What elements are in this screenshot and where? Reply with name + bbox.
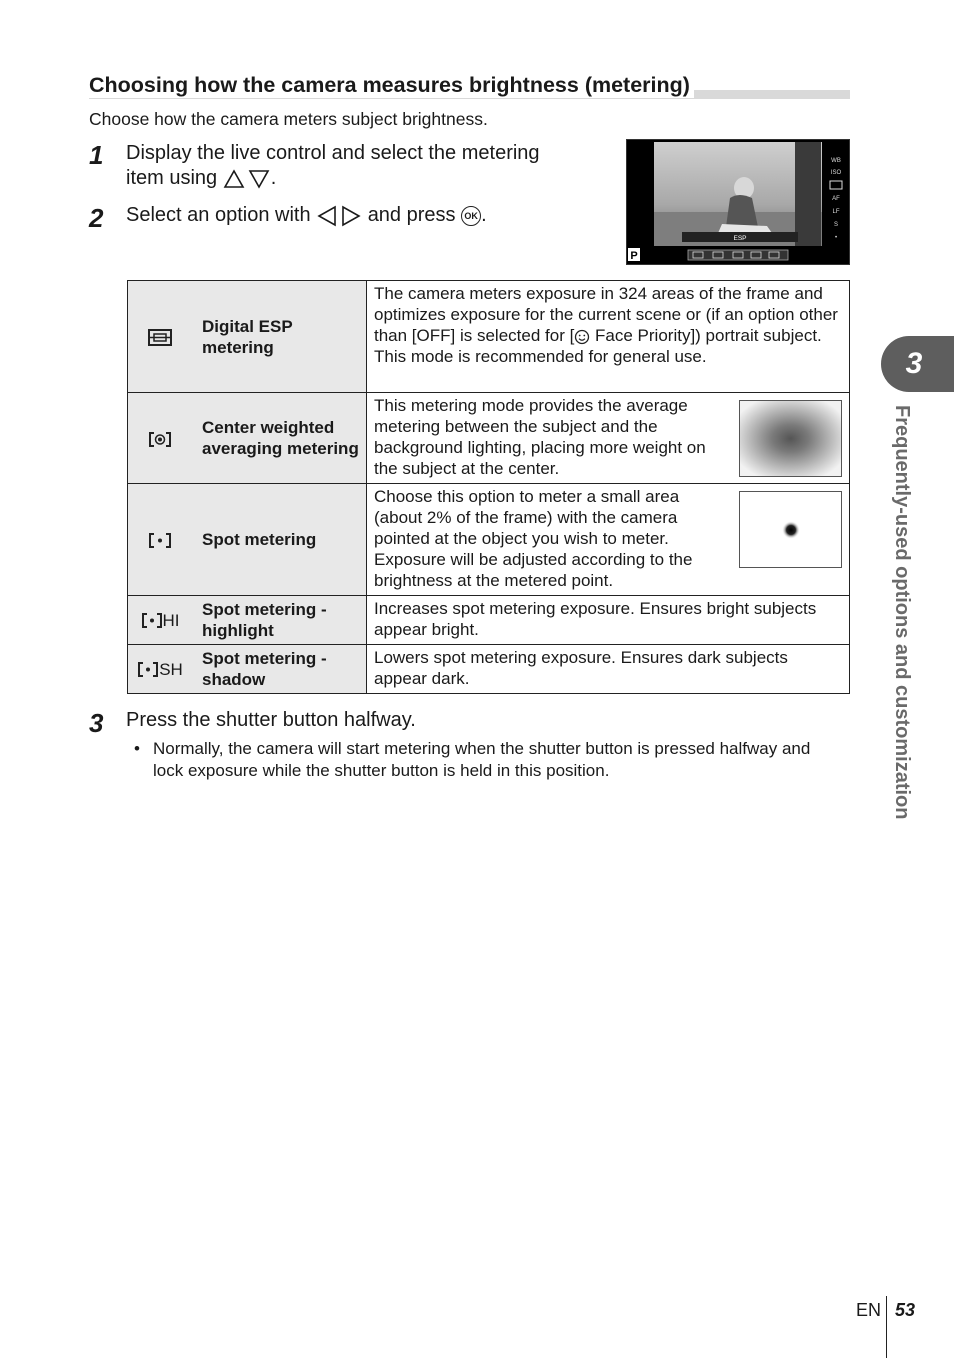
option-name: Center weighted averaging metering bbox=[192, 393, 367, 484]
note-text: Normally, the camera will start metering when the shutter button is pressed halfway and lock exposure while the shutter button is held in this position. bbox=[153, 739, 811, 780]
option-description: This metering mode provides the average metering between the subject and the background lighting, placing more weight on the subject at the center. bbox=[367, 393, 850, 484]
footer-divider bbox=[886, 1296, 887, 1358]
table-row bbox=[128, 596, 850, 645]
digital-esp-icon bbox=[128, 281, 193, 393]
svg-text:AF: AF bbox=[832, 196, 840, 202]
note-bullet: • Normally, the camera will start metering when the shutter button is pressed halfway and lock exposure while the shutter button is held in this position. bbox=[134, 738, 834, 782]
center-weighted-icon bbox=[128, 393, 193, 484]
step-1-text: Display the live control and select the metering item using . bbox=[126, 142, 540, 189]
table-row bbox=[128, 645, 850, 694]
camera-screen bbox=[626, 139, 850, 265]
chapter-number: 3 bbox=[905, 347, 923, 380]
option-name: Digital ESP metering bbox=[192, 281, 367, 393]
center-weighted-diagram bbox=[739, 400, 842, 477]
option-name: Spot metering bbox=[192, 484, 367, 596]
svg-text:WB: WB bbox=[831, 158, 841, 164]
up-down-arrows-icon bbox=[223, 168, 271, 190]
section-title: Choosing how the camera measures brightness (metering) bbox=[89, 73, 694, 98]
option-name: Spot metering - shadow bbox=[192, 645, 367, 694]
svg-text:S: S bbox=[833, 222, 839, 228]
mode-indicator: P bbox=[630, 250, 638, 262]
step-1-line2: item using bbox=[126, 167, 218, 189]
option-description: Lowers spot metering exposure. Ensures dark subjects appear dark. bbox=[367, 645, 850, 694]
option-description: Choose this option to meter a small area (about 2% of the frame) with the camera pointed at the object you wish to meter. Exposure will be adjusted according to the brightness at the metered point. bbox=[367, 484, 850, 596]
page-number: 53 bbox=[895, 1300, 916, 1320]
step-1-number: 1 bbox=[89, 140, 104, 170]
esp-label: ESP bbox=[733, 235, 747, 242]
option-description: Increases spot metering exposure. Ensures bright subjects appear bright. bbox=[367, 596, 850, 645]
face-icon bbox=[574, 329, 590, 345]
table-row bbox=[128, 393, 850, 484]
svg-text:LF: LF bbox=[832, 209, 840, 215]
table-row bbox=[128, 281, 850, 393]
spot-icon bbox=[128, 484, 193, 596]
spot-shadow-icon: SH bbox=[128, 645, 193, 694]
section-subtitle: Choose how the camera meters subject brightness. bbox=[89, 109, 488, 129]
step-2-number: 2 bbox=[89, 203, 104, 233]
step-2-text: Select an option with and press OK . bbox=[126, 204, 487, 226]
language-label: EN bbox=[856, 1300, 882, 1320]
option-description: The camera meters exposure in 324 areas of the frame and optimizes exposure for the current scene or (if an option other than [OFF] is selected for [ Face Priority]) portrait subject. This mode is recommended for general use. bbox=[367, 281, 850, 393]
step-3-text: Press the shutter button halfway. bbox=[126, 709, 416, 731]
left-right-arrows-icon bbox=[316, 205, 362, 227]
option-name: Spot metering - highlight bbox=[192, 596, 367, 645]
metering-options-table bbox=[127, 280, 850, 694]
step-1-line1: Display the live control and select the metering bbox=[126, 142, 540, 164]
camera-screen-illustration bbox=[627, 140, 849, 264]
step-3-number: 3 bbox=[89, 708, 104, 738]
ok-button-icon: OK bbox=[461, 206, 481, 226]
svg-text:•: • bbox=[834, 235, 838, 241]
table-row bbox=[128, 484, 850, 596]
spot-diagram bbox=[739, 491, 842, 568]
svg-text:ISO: ISO bbox=[830, 170, 842, 176]
spot-highlight-icon: HI bbox=[128, 596, 193, 645]
